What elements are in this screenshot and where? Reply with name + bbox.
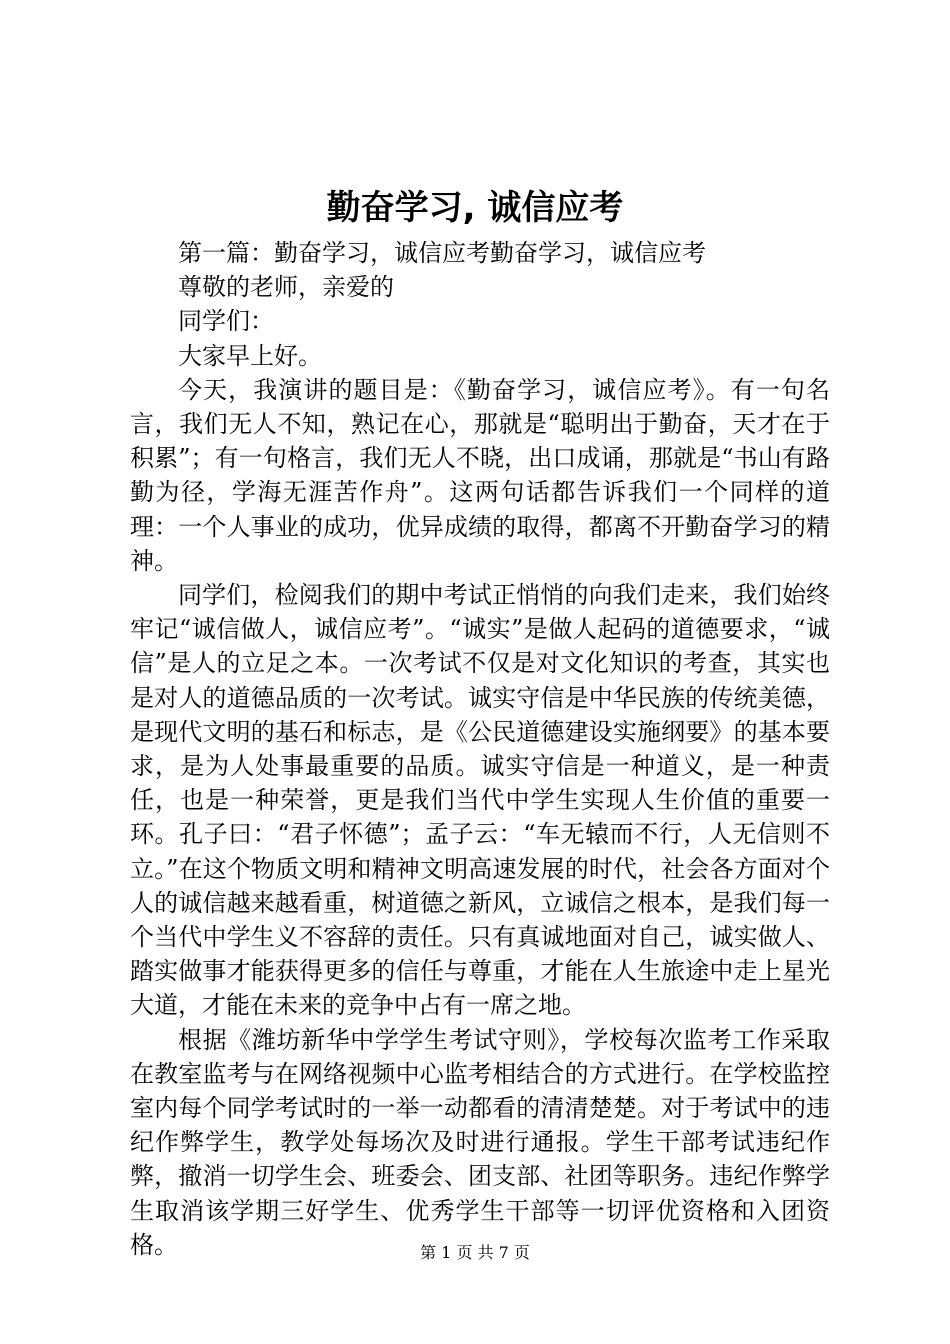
document-title: 勤奋学习, 诚信应考 xyxy=(326,188,624,228)
document-body xyxy=(130,236,830,1262)
paragraph-intro: 今天，我演讲的题目是：《勤奋学习，诚信应考》。有一句名言，我们无人不知，熟记在心，那就是“聪明出于勤奋，天才在于积累”；有一句格言，我们无人不晓，出口成诵，那就是“书山有路勤为径，学海无涯苦作舟”。这两句话都告诉我们一个同样的道理：一个人事业的成功，优异成绩的取得，都离不开勤奋学习的精神。 xyxy=(130,375,830,575)
paragraph-greeting: 大家早上好。 xyxy=(178,341,322,370)
paragraph-salutation-2: 同学们： xyxy=(178,307,274,336)
paragraph-heading: 第一篇：勤奋学习，诚信应考勤奋学习，诚信应考 xyxy=(178,239,706,267)
paragraph-rules: 根据《潍坊新华中学学生考试守则》，学校每次监考工作采取在教室监考与在网络视频中心监考相结合的方式进行。在学校监控室内每个同学考试时的一举一动都看的清清楚楚。对于考试中的违纪作弊学生，教学处每场次及时进行通报。学生干部考试违纪作弊，撤消一切学生会、班委会、团支部、社团等职务。违纪作弊学生取消该学期三好学生、优秀学生干部等一切评优资格和入团资格。 xyxy=(130,1025,830,1259)
paragraph-salutation: 尊敬的老师，亲爱的 xyxy=(178,273,394,302)
page-footer: 第 1 页 共 7 页 xyxy=(420,1243,530,1262)
paragraph-integrity: 同学们，检阅我们的期中考试正悄悄的向我们走来，我们始终牢记“诚信做人，诚信应考”。“诚实”是做人起码的道德要求，“诚信”是人的立足之本。一次考试不仅是对文化知识的考查，其实也是对人的道德品质的一次考试。诚实守信是中华民族的传统美德，是现代文明的基石和标志，是《公民道德建设实施纲要》的基本要求，是为人处事最重要的品质。诚实守信是一种道义，是一种责任，也是一种荣誉，更是我们当代中学生实现人生价值的重要一环。孔子曰：“君子怀德”；孟子云：“车无辕而不行，人无信则不立。”在这个物质文明和精神文明高速发展的时代，社会各方面对个人的诚信越来越看重，树道德之新风，立诚信之根本，是我们每一个当代中学生义不容辞的责任。只有真诚地面对自己，诚实做人、踏实做事才能获得更多的信任与尊重，才能在人生旅途中走上星光大道，才能在未来的竞争中占有一席之地。 xyxy=(130,581,830,1020)
